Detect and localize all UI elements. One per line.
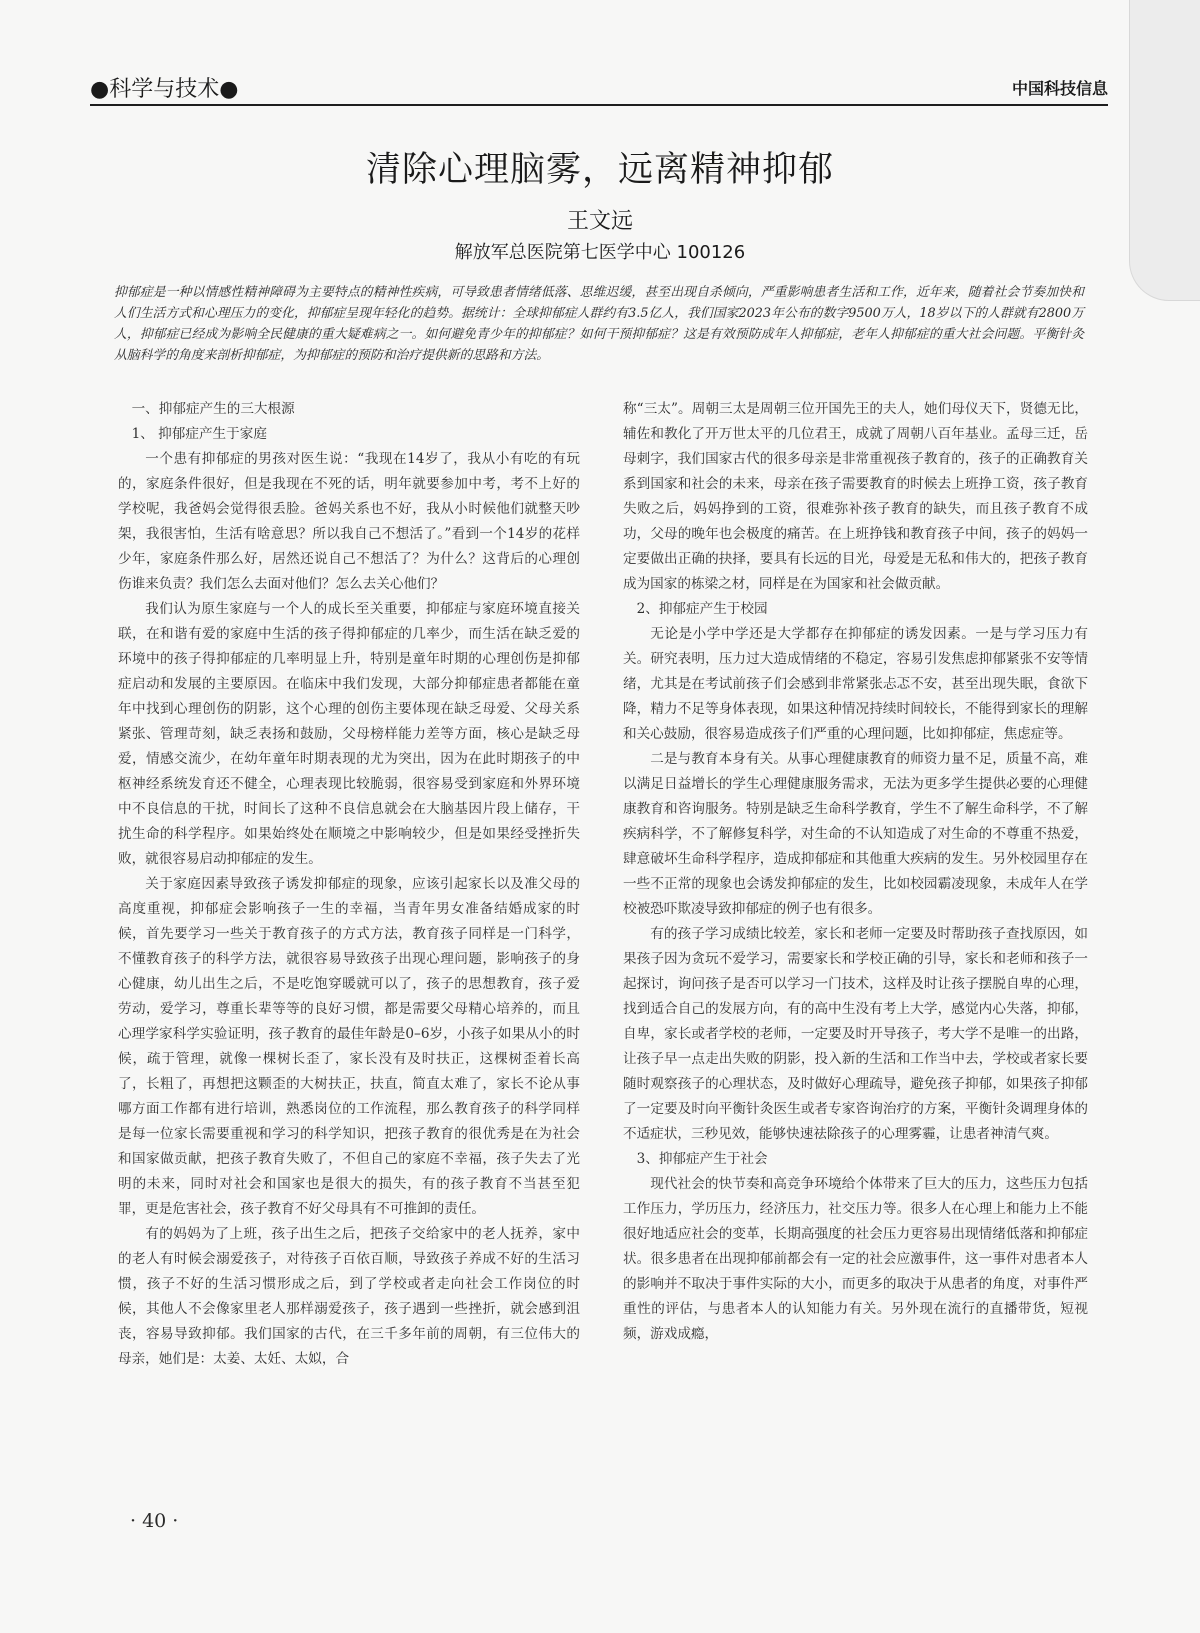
- subsection-heading: 3、抑郁症产生于社会: [636, 1151, 768, 1167]
- section-heading: 一、抑郁症产生的三大根源: [131, 401, 295, 417]
- paragraph: 有的妈妈为了上班，孩子出生之后，把孩子交给家中的老人抚养，家中的老人有时候会溺爱孩子，对待孩子百依百顺，导致孩子养成不好的生活习惯，孩子不好的生活习惯形成之后，到了学校或者走向社会工作岗位的时候，其他人不会像家里老人那样溺爱孩子，孩子遇到一些挫折，就会感到沮丧，容易导致抑郁。我们国家的古代，在三千多年前的周朝，有三位伟大的母亲，她们是：太姜、太妊、太姒，合: [118, 1226, 580, 1367]
- left-column: [118, 397, 580, 1372]
- paragraph: 无论是小学中学还是大学都存在抑郁症的诱发因素。一是与学习压力有关。研究表明，压力过大造成情绪的不稳定，容易引发焦虑抑郁紧张不安等情绪，尤其是在考试前孩子们会感到非常紧张忐忑不安，甚至出现失眠，食欲下降，精力不足等身体表现，如果这种情况持续时间较长，不能得到家长的理解和关心鼓励，很容易造成孩子们严重的心理问题，比如抑郁症，焦虑症等。: [623, 626, 1088, 742]
- paragraph: 一个患有抑郁症的男孩对医生说：“我现在14岁了，我从小有吃的有玩的，家庭条件很好，但是我现在不死的话，明年就要参加中考，考不上好的学校呢，我爸妈会觉得很丢脸。爸妈关系也不好，我从小时候他们就整天吵架，我很害怕，生活有啥意思？所以我自己不想活了。”看到一个14岁的花样少年，家庭条件那么好，居然还说自己不想活了？为什么？这背后的心理创伤谁来负责？我们怎么去面对他们？怎么去关心他们？: [118, 451, 580, 592]
- article-title: 清除心理脑雾，远离精神抑郁: [365, 150, 834, 190]
- journal-name: 中国科技信息: [1011, 79, 1108, 98]
- paragraph: 现代社会的快节奏和高竞争环境给个体带来了巨大的压力，这些压力包括工作压力，学历压力，经济压力，社交压力等。很多人在心理上和能力上不能很好地适应社会的变革，长期高强度的社会压力更容易出现情绪低落和抑郁症状。很多患者在出现抑郁前都会有一定的社会应激事件，这一事件对患者本人的影响并不取决于事件实际的大小，而更多的取决于从患者的角度，对事件严重性的评估，与患者本人的认知能力有关。另外现在流行的直播带货，短视频，游戏成瘾，: [623, 1176, 1088, 1342]
- subsection-heading: 1、 抑郁症产生于家庭: [131, 426, 267, 442]
- page-number: · 40 ·: [130, 1510, 179, 1532]
- running-header: [90, 68, 1108, 106]
- paragraph: 关于家庭因素导致孩子诱发抑郁症的现象，应该引起家长以及准父母的高度重视，抑郁症会影响孩子一生的幸福，当青年男女准备结婚成家的时候，首先要学习一些关于教育孩子的方式方法，教育孩子同样是一门科学，不懂教育孩子的科学方法，就很容易导致孩子出现心理问题，影响孩子的身心健康，幼儿出生之后，不是吃饱穿暖就可以了，孩子的思想教育，孩子爱劳动，爱学习，尊重长辈等等的良好习惯，都是需要父母精心培养的，而且心理学家科学实验证明，孩子教育的最佳年龄是0–6岁，小孩子如果从小的时候，疏于管理，就像一棵树长歪了，家长没有及时扶正，这棵树歪着长高了，长粗了，再想把这颗歪的大树扶正，扶直，简直太难了，家长不论从事哪方面工作都有进行培训，熟悉岗位的工作流程，那么教育孩子的科学同样是每一位家长需要重视和学习的科学知识，把孩子教育的很优秀是在为社会和国家做贡献，把孩子教育失败了，不但自己的家庭不幸福，孩子失去了光明的未来，同时对社会和国家也是很大的损失，有的孩子教育不当甚至犯罪，更是危害社会，孩子教育不好父母具有不可推卸的责任。: [118, 876, 580, 1217]
- subsection-heading: 2、抑郁症产生于校园: [636, 601, 768, 617]
- right-column: [623, 397, 1088, 1347]
- author-affiliation: 解放军总医院第七医学中心 100126: [454, 242, 746, 263]
- paragraph: 我们认为原生家庭与一个人的成长至关重要，抑郁症与家庭环境直接关联，在和谐有爱的家庭中生活的孩子得抑郁症的几率少，而生活在缺乏爱的环境中的孩子得抑郁症的几率明显上升，特别是童年时期的心理创伤是抑郁症启动和发展的主要原因。在临床中我们发现，大部分抑郁症患者都能在童年中找到心理创伤的阴影，这个心理的创伤主要体现在缺乏母爱、父母关系紧张、管理苛刻，缺乏表扬和鼓励，父母榜样能力差等方面，核心是缺乏母爱，情感交流少，在幼年童年时期表现的尤为突出，因为在此时期孩子的中枢神经系统发育还不健全，心理表现比较脆弱，很容易受到家庭和外界环境中不良信息的干扰，时间长了这种不良信息就会在大脑基因片段上储存，干扰生命的科学程序。如果始终处在顺境之中影响较少，但是如果经受挫折失败，就很容易启动抑郁症的发生。: [118, 601, 580, 867]
- paragraph: 二是与教育本身有关。从事心理健康教育的师资力量不足，质量不高，难以满足日益增长的学生心理健康服务需求，无法为更多学生提供必要的心理健康教育和咨询服务。特别是缺乏生命科学教育，学生不了解生命科学，不了解疾病科学，不了解修复科学，对生命的不认知造成了对生命的不尊重不热爱，肆意破坏生命科学程序，造成抑郁症和其他重大疾病的发生。另外校园里存在一些不正常的现象也会诱发抑郁症的发生，比如校园霸凌现象，未成年人在学校被恐吓欺凌导致抑郁症的例子也有很多。: [623, 751, 1088, 917]
- section-tag: ●科学与技术●: [90, 77, 239, 102]
- paragraph: 有的孩子学习成绩比较差，家长和老师一定要及时帮助孩子查找原因，如果孩子因为贪玩不爱学习，需要家长和学校正确的引导，家长和老师和孩子一起探讨，询问孩子是否可以学习一门技术，这样及时让孩子摆脱自卑的心理，找到适合自己的发展方向，有的高中生没有考上大学，感觉内心失落，抑郁，自卑，家长或者学校的老师，一定要及时开导孩子，考大学不是唯一的出路，让孩子早一点走出失败的阴影，投入新的生活和工作当中去，学校或者家长要随时观察孩子的心理状态，及时做好心理疏导，避免孩子抑郁，如果孩子抑郁了一定要及时向平衡针灸医生或者专家咨询治疗的方案，平衡针灸调理身体的不适症状，三秒见效，能够快速祛除孩子的心理雾霾，让患者神清气爽。: [623, 926, 1088, 1142]
- abstract: 抑郁症是一种以情感性精神障碍为主要特点的精神性疾病，可导致患者情绪低落、思维迟缓，甚至出现自杀倾向，严重影响患者生活和工作，近年来，随着社会节奏加快和人们生活方式和心理压力的变化，抑郁症呈现年轻化的趋势。据统计：全球抑郁症人群约有3.5亿人，我们国家2023年公布的数字9500万人，18岁以下的人群就有2800万人，抑郁症已经成为影响全民健康的重大疑难病之一。如何避免青少年的抑郁症？如何干预抑郁症？这是有效预防成年人抑郁症，老年人抑郁症的重大社会问题。平衡针灸从脑科学的角度来剖析抑郁症，为抑郁症的预防和治疗提供新的思路和方法。: [114, 285, 1084, 363]
- paragraph-continued: 称“三太”。周朝三太是周朝三位开国先王的夫人，她们母仪天下，贤德无比，辅佐和教化了开万世太平的几位君王，成就了周朝八百年基业。孟母三迁，岳母刺字，我们国家古代的很多母亲是非常重视孩子教育的，孩子的正确教育关系到国家和社会的未来，母亲在孩子需要教育的时候去上班挣工资，孩子教育失败之后，妈妈挣到的工资，很难弥补孩子教育的缺失，而且孩子教育不成功，父母的晚年也会极度的痛苦。在上班挣钱和教育孩子中间，孩子的妈妈一定要做出正确的抉择，要具有长远的目光，母爱是无私和伟大的，把孩子教育成为国家的栋梁之材，同样是在为国家和社会做贡献。: [623, 401, 1088, 592]
- author-name: 王文远: [566, 209, 633, 234]
